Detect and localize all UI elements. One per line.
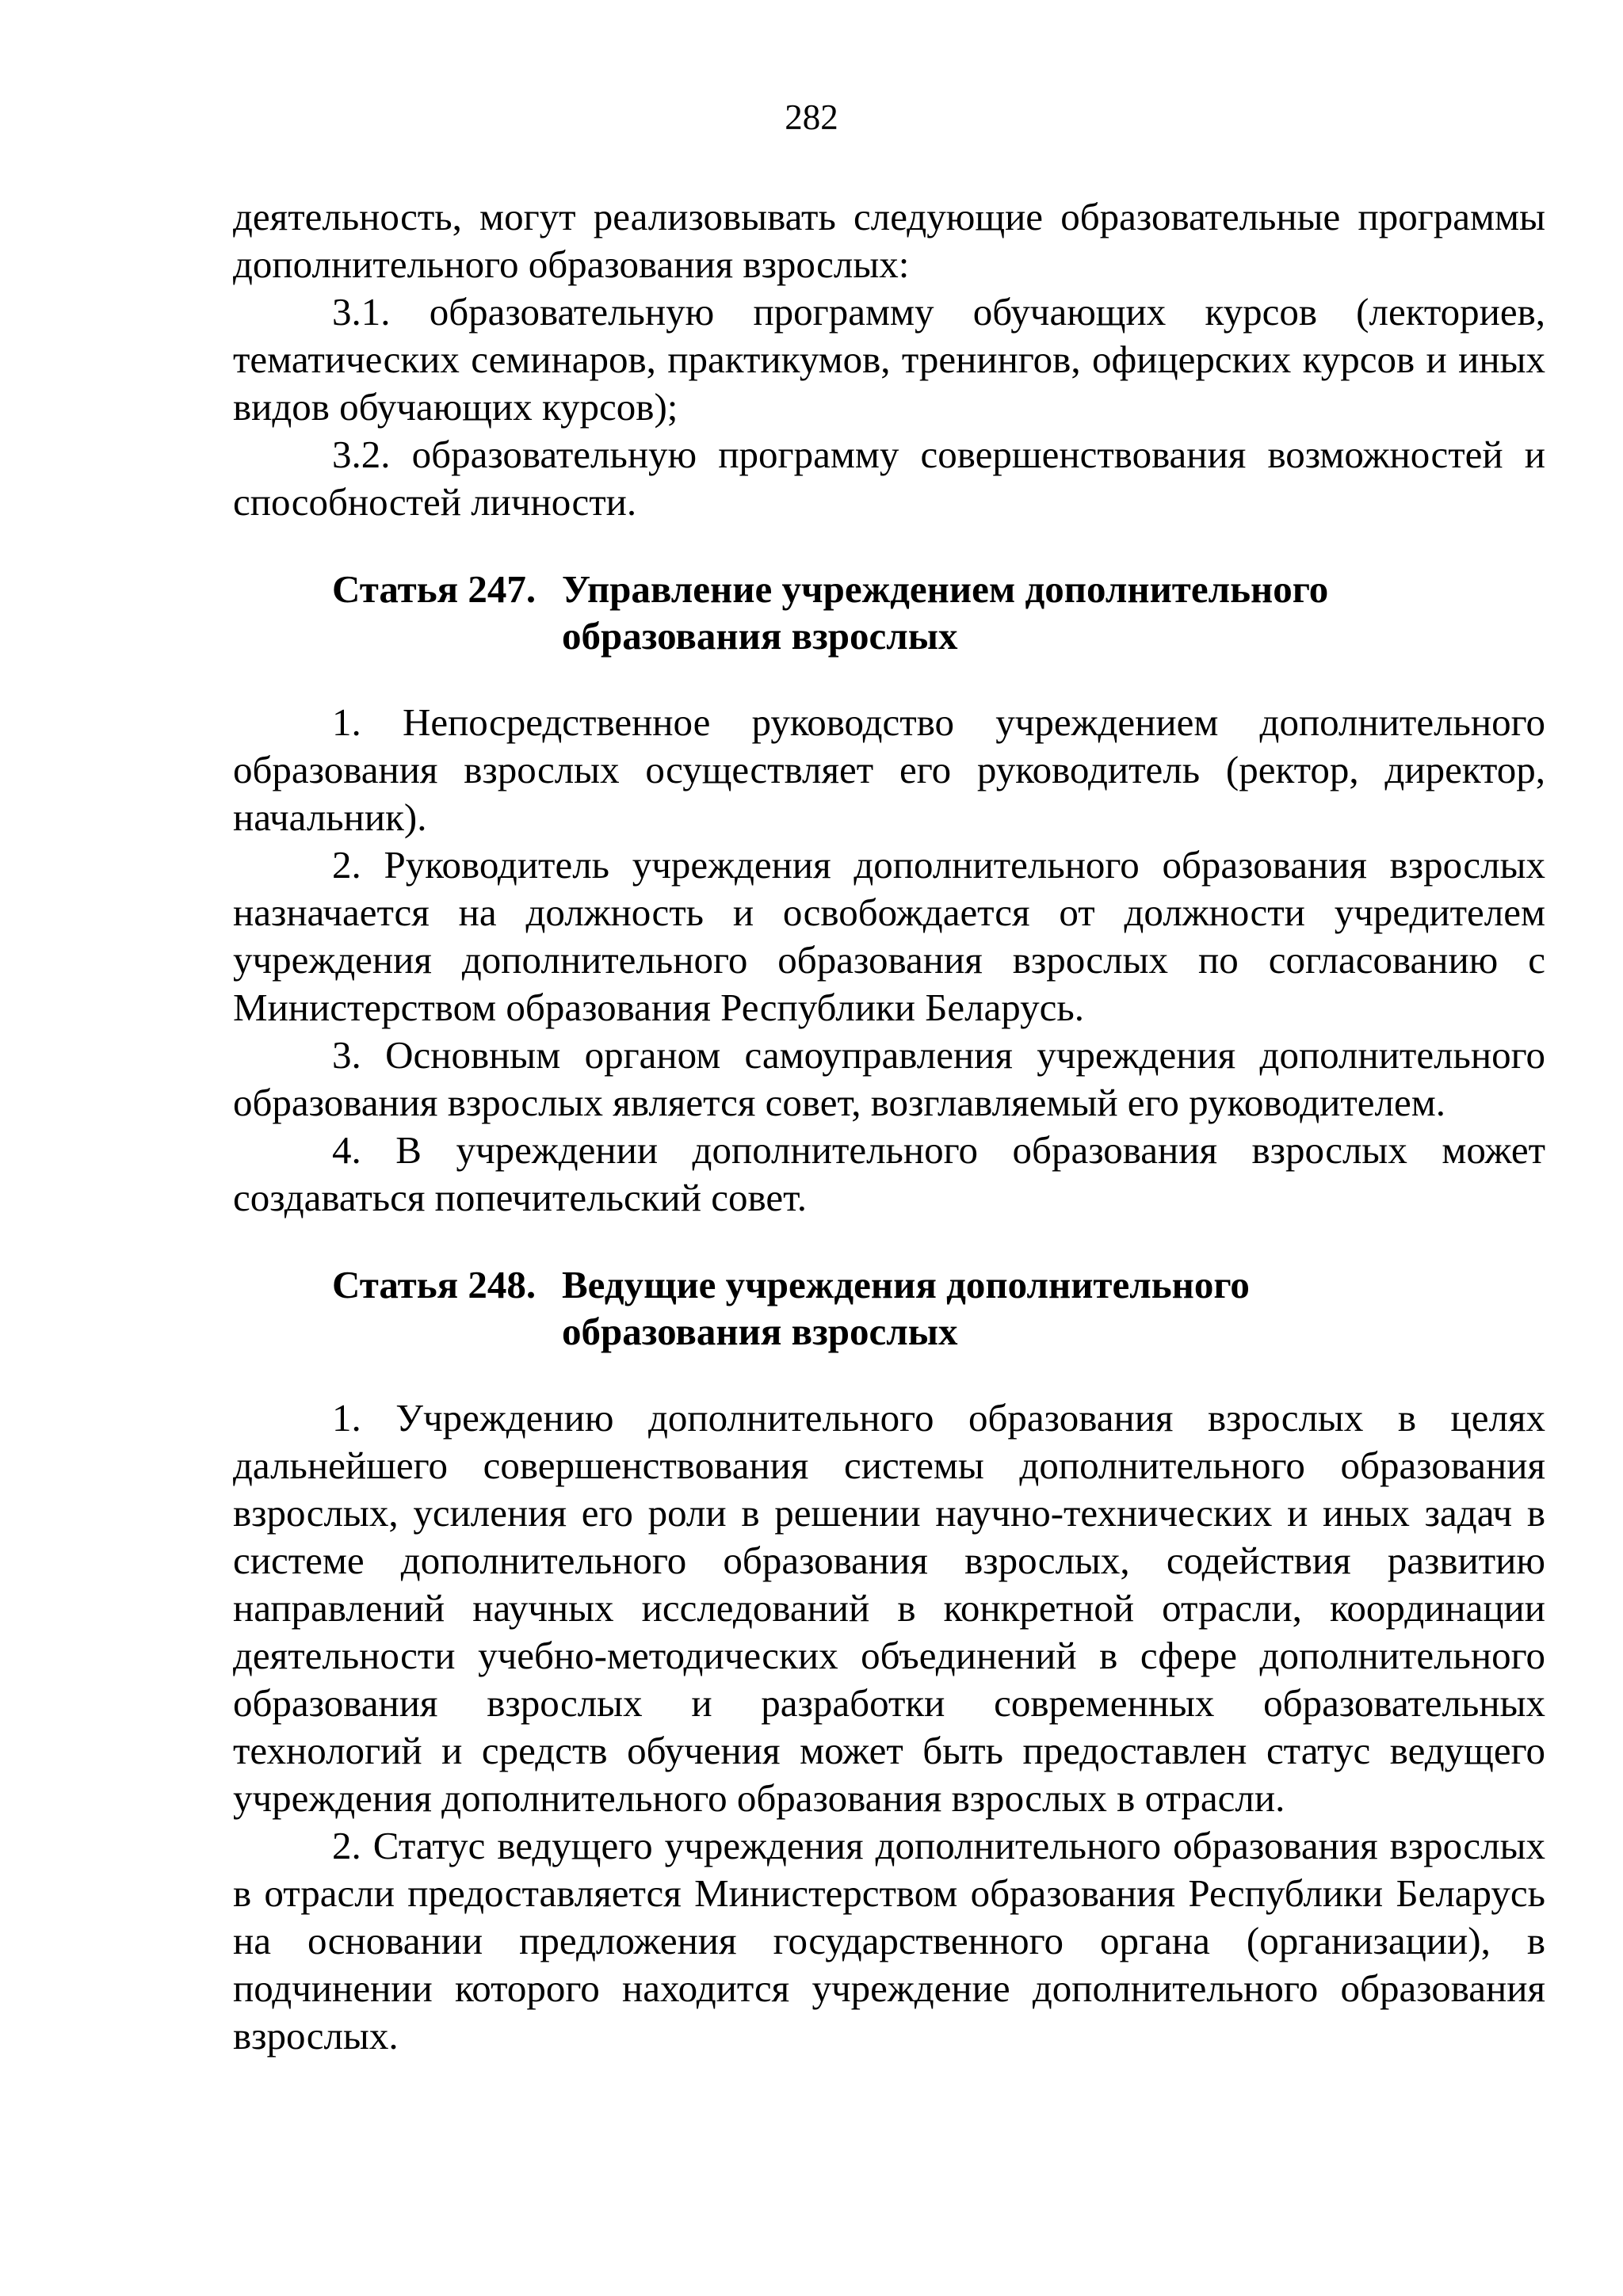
- article-247-paragraph-4: 4. В учреждении дополнительного образования взрослых может создаваться попечительский совет.: [233, 1128, 1545, 1219]
- article-247-paragraph-1: 1. Непосредственное руководство учреждением дополнительного образования взрослых осуществляет его руководитель (ректор, директор, начальник).: [233, 700, 1545, 839]
- article-247-paragraph-2: 2. Руководитель учреждения дополнительного образования взрослых назначается на должность и освобождается от должности учредителем учреждения дополнительного образования взрослых по согласованию с Министерством образования Республики Беларусь.: [233, 843, 1545, 1029]
- article-248-number: Статья 248.: [332, 1263, 537, 1306]
- document-body: [233, 193, 1545, 2060]
- article-248-paragraph-1: 1. Учреждению дополнительного образования взрослых в целях дальнейшего совершенствования системы дополнительного образования взрослых, усиления его роли в решении научно-технических и иных задач в системе дополнительного образования взрослых, содействия развитию направлений научных исследований в конкретной отрасли, координации деятельности учебно-методических объединений в сфере дополнительного образования взрослых и разработки современных образовательных технологий и средств обучения может быть предоставлен статус ведущего учреждения дополнительного образования взрослых в отрасли.: [233, 1396, 1545, 1820]
- article-248-paragraph-2: 2. Статус ведущего учреждения дополнительного образования взрослых в отрасли предоставляется Министерством образования Республики Беларусь на основании предложения государственного органа (организации), в подчинении которого находится учреждение дополнительного образования взрослых.: [233, 1824, 1545, 2058]
- article-247-number: Статья 247.: [332, 567, 537, 611]
- page-number: 282: [785, 97, 838, 137]
- article-247-heading: [233, 566, 1545, 659]
- article-248-heading: [233, 1261, 1545, 1355]
- paragraph-3-1: 3.1. образовательную программу обучающих курсов (лекториев, тематических семинаров, практикумов, тренингов, офицерских курсов и иных видов обучающих курсов);: [233, 290, 1545, 429]
- paragraph-continuation: деятельность, могут реализовывать следующие образовательные программы дополнительного образования взрослых:: [233, 195, 1545, 286]
- article-247-paragraph-3: 3. Основным органом самоуправления учреждения дополнительного образования взрослых является совет, возглавляемый его руководителем.: [233, 1033, 1545, 1124]
- article-247-title: Управление учреждением дополнительного образования взрослых: [562, 567, 1329, 658]
- paragraph-3-2: 3.2. образовательную программу совершенствования возможностей и способностей личности.: [233, 433, 1545, 524]
- article-248-title: Ведущие учреждения дополнительного образования взрослых: [562, 1263, 1250, 1353]
